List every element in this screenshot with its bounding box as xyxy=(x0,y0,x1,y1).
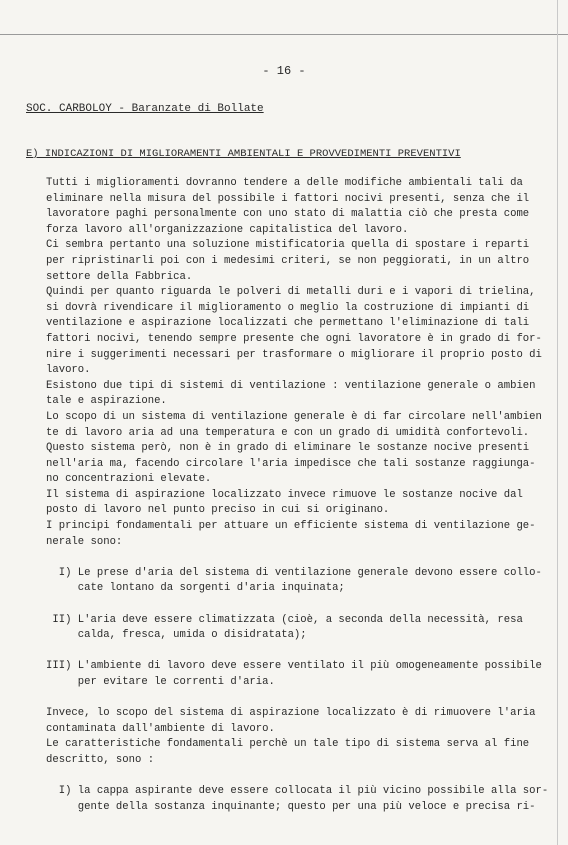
body-text xyxy=(46,176,549,815)
text-line: Le caratteristiche fondamentali perchè un tale tipo di sistema serva al fine xyxy=(46,738,530,751)
text-line: settore della Fabbrica. xyxy=(46,270,193,283)
text-line: Tutti i miglioramenti dovranno tendere a delle modifiche ambientali tali da xyxy=(46,177,523,189)
text-line: nire i suggerimenti necessari per trasformare o migliorare il proprio posto di xyxy=(46,348,542,361)
text-line: Ci sembra pertanto una soluzione mistificatoria quella di spostare i reparti xyxy=(46,239,530,252)
text-line: Il sistema di aspirazione localizzato invece rimuove le sostanze nocive dal xyxy=(46,488,523,501)
text-line: descritto, sono : xyxy=(46,753,155,766)
text-line: ventilazione e aspirazione localizzati che permettano l'eliminazione di tali xyxy=(46,317,530,330)
text-line: lavoratore paghi personalmente con uno stato di malattia ciò che presta come xyxy=(46,208,530,221)
text-line: tale e aspirazione. xyxy=(46,395,167,408)
text-line: I) Le prese d'aria del sistema di ventilazione generale devono essere collo- xyxy=(46,566,542,579)
text-line: nell'aria ma, facendo circolare l'aria impedisce che tali sostanze raggiunga- xyxy=(46,457,536,470)
text-line: Quindi per quanto riguarda le polveri di metalli duri e i vapori di trielina, xyxy=(46,286,536,299)
text-line: posto di lavoro nel punto preciso in cui si originano. xyxy=(46,504,390,517)
text-line: lavoro. xyxy=(46,364,91,377)
company-heading: SOC. CARBOLOY - Baranzate di Bollate xyxy=(26,103,264,115)
text-line: Lo scopo di un sistema di ventilazione generale è di far circolare nell'ambien xyxy=(46,410,542,423)
section-title: E) INDICAZIONI DI MIGLIORAMENTI AMBIENTALI E PROVVEDIMENTI PREVENTIVI xyxy=(26,148,461,160)
text-line: contaminata dall'ambiente di lavoro. xyxy=(46,722,275,735)
page-top-edge xyxy=(0,34,568,35)
text-line xyxy=(46,644,546,660)
text-line: Esistono due tipi di sistemi di ventilazione : ventilazione generale o ambien xyxy=(46,379,536,392)
text-line xyxy=(46,691,546,707)
text-line: eliminare nella misura del possibile i fattori nocivi presenti, senza che il xyxy=(46,192,530,205)
text-line: si dovrà rivendicare il miglioramento o meglio la costruzione di impianti di xyxy=(46,301,530,314)
page-right-edge xyxy=(557,0,558,845)
text-line: calda, fresca, umida o disidratata); xyxy=(46,629,307,642)
text-line: II) L'aria deve essere climatizzata (cioè, a seconda della necessità, resa xyxy=(46,613,523,626)
text-line: per ripristinarli poi con i medesimi criteri, se non peggiorati, in un altro xyxy=(46,254,530,267)
text-line xyxy=(46,550,546,566)
text-line xyxy=(46,769,546,785)
text-line xyxy=(46,597,546,613)
text-line: no concentrazioni elevate. xyxy=(46,473,212,486)
text-line: I principi fondamentali per attuare un efficiente sistema di ventilazione ge- xyxy=(46,520,536,533)
text-line: gente della sostanza inquinante; questo per una più veloce e precisa ri- xyxy=(46,800,536,813)
text-line: Invece, lo scopo del sistema di aspirazione localizzato è di rimuovere l'aria xyxy=(46,707,536,720)
page-number: - 16 - xyxy=(262,64,306,78)
text-line: fattori nocivi, tenendo sempre presente che ogni lavoratore è in grado di for- xyxy=(46,332,542,345)
text-line: te di lavoro aria ad una temperatura e con un grado di umidità confortevoli. xyxy=(46,426,530,439)
text-line: cate lontano da sorgenti d'aria inquinata; xyxy=(46,582,345,595)
text-line: I) la cappa aspirante deve essere collocata il più vicino possibile alla sor- xyxy=(46,785,549,798)
text-line: per evitare le correnti d'aria. xyxy=(46,676,275,688)
text-line: III) L'ambiente di lavoro deve essere ventilato il più omogeneamente possibile xyxy=(46,660,542,673)
text-line: nerale sono: xyxy=(46,535,123,548)
text-line: forza lavoro all'organizzazione capitalistica del lavoro. xyxy=(46,223,409,236)
text-line: Questo sistema però, non è in grado di eliminare le sostanze nocive presenti xyxy=(46,442,530,455)
